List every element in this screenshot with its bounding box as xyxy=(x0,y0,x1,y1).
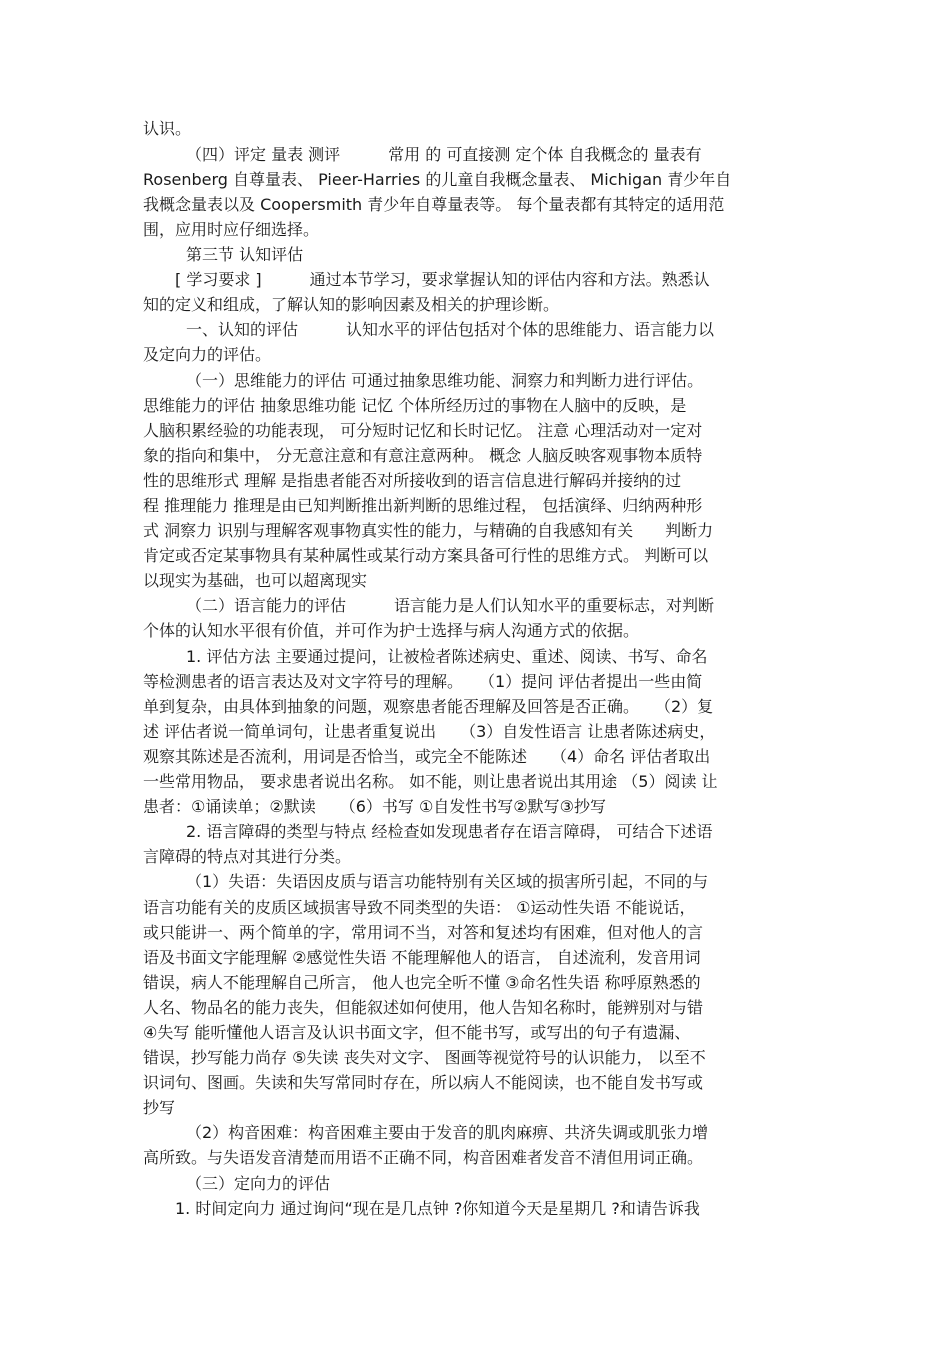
text-line: 语言功能有关的皮质区域损害导致不同类型的失语： ①运动性失语 不能说话， xyxy=(143,898,696,917)
text-line: 患者：①诵读单；②默读 （6）书写 ①自发性书写②默写③抄写 xyxy=(143,797,606,816)
text-line: 抄写 xyxy=(143,1098,176,1117)
text-line: 1. 评估方法 主要通过提问，让被检者陈述病史、重述、阅读、书写、命名 xyxy=(186,647,708,666)
text-line: 程 推理能力 推理是由已知判断推出新判断的思维过程， 包括演绎、归纳两种形 xyxy=(143,496,703,515)
text-line: 高所致。与失语发音清楚而用语不正确不同，构音困难者发音不清但用词正确。 xyxy=(143,1148,704,1167)
text-line: 人脑积累经验的功能表现， 可分短时记忆和长时记忆。 注意 心理活动对一定对 xyxy=(143,421,703,440)
text-line: 述 评估者说一简单词句，让患者重复说出 （3）自发性语言 让患者陈述病史， xyxy=(143,722,716,741)
text-line: 一些常用物品， 要求患者说出名称。 如不能，则让患者说出其用途 （5）阅读 让 xyxy=(143,772,718,791)
text-line: 性的思维形式 理解 是指患者能否对所接收到的语言信息进行解码并接纳的过 xyxy=(143,471,682,490)
text-line: 错误，病人不能理解自己所言， 他人也完全听不懂 ③命名性失语 称呼原熟悉的 xyxy=(143,973,701,992)
subsection-heading: （三）定向力的评估 xyxy=(186,1174,331,1193)
text-line: [ 学习要求 ] 通过本节学习，要求掌握认知的评估内容和方法。熟悉认 xyxy=(175,270,710,289)
text-line: 我概念量表以及 Coopersmith 青少年自尊量表等。 每个量表都有其特定的适用范 xyxy=(143,195,725,214)
text-line: （1）失语：失语因皮质与语言功能特别有关区域的损害所引起，不同的与 xyxy=(186,872,709,891)
text-line: 或只能讲一、两个简单的字，常用词不当，对答和复述均有困难，但对他人的言 xyxy=(143,923,704,942)
text-line: Rosenberg 自尊量表、 Pieer-Harries 的儿童自我概念量表、 Michigan 青少年自 xyxy=(143,170,732,189)
text-line: 错误，抄写能力尚存 ⑤失读 丧失对文字、 图画等视觉符号的认识能力， 以至不 xyxy=(143,1048,706,1067)
text-line: 知的定义和组成，了解认知的影响因素及相关的护理诊断。 xyxy=(143,295,560,314)
section-heading: 第三节 认知评估 xyxy=(186,245,304,264)
text-line: 等检测患者的语言表达及对文字符号的理解。 （1）提问 评估者提出一些由简 xyxy=(143,672,703,691)
text-line: 认识。 xyxy=(143,119,192,138)
text-line: 个体的认知水平很有价值，并可作为护士选择与病人沟通方式的依据。 xyxy=(143,621,640,640)
text-line: 思维能力的评估 抽象思维功能 记忆 个体所经历过的事物在人脑中的反映，是 xyxy=(143,396,687,415)
text-line: 单到复杂，由具体到抽象的问题，观察患者能否理解及回答是否正确。 （2）复 xyxy=(143,697,714,716)
text-line: 2. 语言障碍的类型与特点 经检查如发现患者存在语言障碍， 可结合下述语 xyxy=(186,822,713,841)
text-line: 象的指向和集中， 分无意注意和有意注意两种。 概念 人脑反映客观事物本质特 xyxy=(143,446,703,465)
text-line: ④失写 能听懂他人语言及认识书面文字，但不能书写，或写出的句子有遗漏、 xyxy=(143,1023,691,1042)
text-line: 围，应用时应仔细选择。 xyxy=(143,220,320,239)
text-line: 式 洞察力 识别与理解客观事物真实性的能力，与精确的自我感知有关 判断力 xyxy=(143,521,714,540)
text-line: （2）构音困难：构音困难主要由于发音的肌肉麻痹、共济失调或肌张力增 xyxy=(186,1123,709,1142)
text-line: 1. 时间定向力 通过询问“现在是几点钟 ?你知道今天是星期几 ?和请告诉我 xyxy=(175,1199,700,1218)
text-line: 人名、物品名的能力丧失，但能叙述如何使用，他人告知名称时，能辨别对与错 xyxy=(143,998,704,1017)
text-line: （二）语言能力的评估 语言能力是人们认知水平的重要标志，对判断 xyxy=(186,596,715,615)
text-line: 及定向力的评估。 xyxy=(143,345,272,364)
text-line: 识词句、图画。失读和失写常同时存在，所以病人不能阅读，也不能自发书写或 xyxy=(143,1073,704,1092)
text-line: （四）评定 量表 测评 常用 的 可直接测 定个体 自我概念的 量表有 xyxy=(186,145,702,164)
text-line: 肯定或否定某事物具有某种属性或某行动方案具备可行性的思维方式。 判断可以 xyxy=(143,546,709,565)
text-line: 语及书面文字能理解 ②感觉性失语 不能理解他人的语言， 自述流利，发音用词 xyxy=(143,948,701,967)
text-line: 言障碍的特点对其进行分类。 xyxy=(143,847,352,866)
text-line: 以现实为基础，也可以超离现实 xyxy=(143,571,368,590)
text-line: 观察其陈述是否流利，用词是否恰当，或完全不能陈述 （4）命名 评估者取出 xyxy=(143,747,711,766)
text-line: （一）思维能力的评估 可通过抽象思维功能、洞察力和判断力进行评估。 xyxy=(186,371,704,390)
text-line: 一、认知的评估 认知水平的评估包括对个体的思维能力、语言能力以 xyxy=(186,320,715,339)
